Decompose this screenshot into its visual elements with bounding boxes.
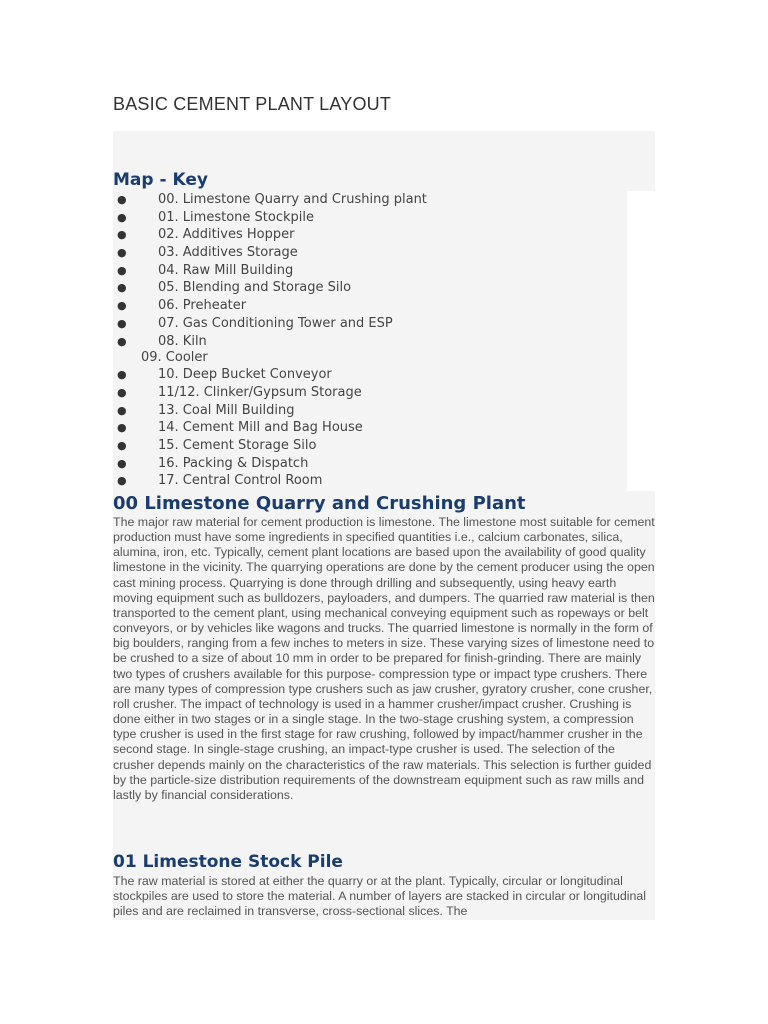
section-body: The raw material is stored at either the quarry or at the plant. Typically, circular or longitudinal stockpiles are used to store the material. A number of layers are stacked in circular or longitudinal piles and are reclaimed in transverse, cross-sectional slices. The <box>113 874 647 919</box>
bullet-icon: ● <box>117 474 127 488</box>
bullet-icon: ● <box>117 263 127 277</box>
list-item-label: 16. Packing & Dispatch <box>158 455 309 471</box>
page-title: BASIC CEMENT PLANT LAYOUT <box>113 94 392 114</box>
bullet-icon: ● <box>117 385 127 399</box>
list-item-label: 10. Deep Bucket Conveyor <box>158 367 332 383</box>
list-item-label: 01. Limestone Stockpile <box>158 209 314 225</box>
list-item-label: 14. Cement Mill and Bag House <box>158 420 363 436</box>
list-item-label: 13. Coal Mill Building <box>158 402 295 418</box>
bullet-icon: ● <box>117 193 127 206</box>
bullet-icon: ● <box>117 438 127 452</box>
list-item-label: 09. Cooler <box>141 350 208 366</box>
list-item-label: 03. Additives Storage <box>158 245 298 261</box>
bullet-icon: ● <box>117 281 127 295</box>
bullet-icon: ● <box>117 228 127 242</box>
list-item-label: 05. Blending and Storage Silo <box>158 280 352 296</box>
bullet-icon: ● <box>117 299 127 313</box>
bullet-icon: ● <box>117 403 127 417</box>
bullet-icon: ● <box>117 246 127 260</box>
list-item-label: 06. Preheater <box>158 298 247 314</box>
list-item-label: 11/12. Clinker/Gypsum Storage <box>158 384 362 400</box>
list-item-label: 15. Cement Storage Silo <box>158 437 317 453</box>
map-key-heading: Map - Key <box>113 170 208 190</box>
bullet-icon: ● <box>117 456 127 470</box>
bullet-icon: ● <box>117 316 127 330</box>
list-item-label: 17. Central Control Room <box>158 473 323 489</box>
section-heading: 00 Limestone Quarry and Crushing Plant <box>113 493 526 514</box>
list-item-label: 07. Gas Conditioning Tower and ESP <box>158 315 393 331</box>
list-item-label: 02. Additives Hopper <box>158 227 295 243</box>
bullet-icon: ● <box>117 210 127 224</box>
list-item-label: 00. Limestone Quarry and Crushing plant <box>158 192 427 207</box>
list-item-label: 08. Kiln <box>158 333 207 349</box>
section-heading: 01 Limestone Stock Pile <box>113 852 343 872</box>
bullet-icon: ● <box>117 334 127 348</box>
section-body: The major raw material for cement production is limestone. The limestone most suitable for cement production must have some ingredients in specified quantities i.e., calcium carbonates, silica, alumina, iron, etc. Typically, cement plant locations are based upon the availability of good quality limestone in the vicinity. The quarrying operations are done by the cement producer using the open cast mining process. Quarrying is done through drilling and subsequently, using heavy earth moving equipment such as bulldozers, payloaders, and dumpers. The quarried raw material is then transported to the cement plant, using mechanical conveying equipment such as ropeways or belt conveyors, or by vehicles like wagons and trucks. The quarried limestone is normally in the form of big boulders, ranging from a few inches to meters in size. These varying sizes of limestone need to be crushed to a size of about 10 mm in order to be prepared for finish-grinding. There are mainly two types of crushers available for this purpose- compression type or impact type crushers. There are many types of compression type crushers such as jaw crusher, gyratory crusher, cone crusher, roll crusher. The impact of technology is used in a hammer crusher/impact crusher. Crushing is done either in two stages or in a single stage. In the two-stage crushing system, a compression type crusher is used in the first stage for raw crushing, followed by impact/hammer crusher in the second stage. In single-stage crushing, an impact-type crusher is used. The selection of the crusher depends mainly on the characteristics of the raw materials. This selection is further guided by the particle-size distribution requirements of the downstream equipment such as raw mills and lastly by financial considerations. <box>113 515 655 802</box>
list-item-label: 04. Raw Mill Building <box>158 262 294 278</box>
bullet-icon: ● <box>117 368 127 382</box>
bullet-icon: ● <box>117 421 127 435</box>
